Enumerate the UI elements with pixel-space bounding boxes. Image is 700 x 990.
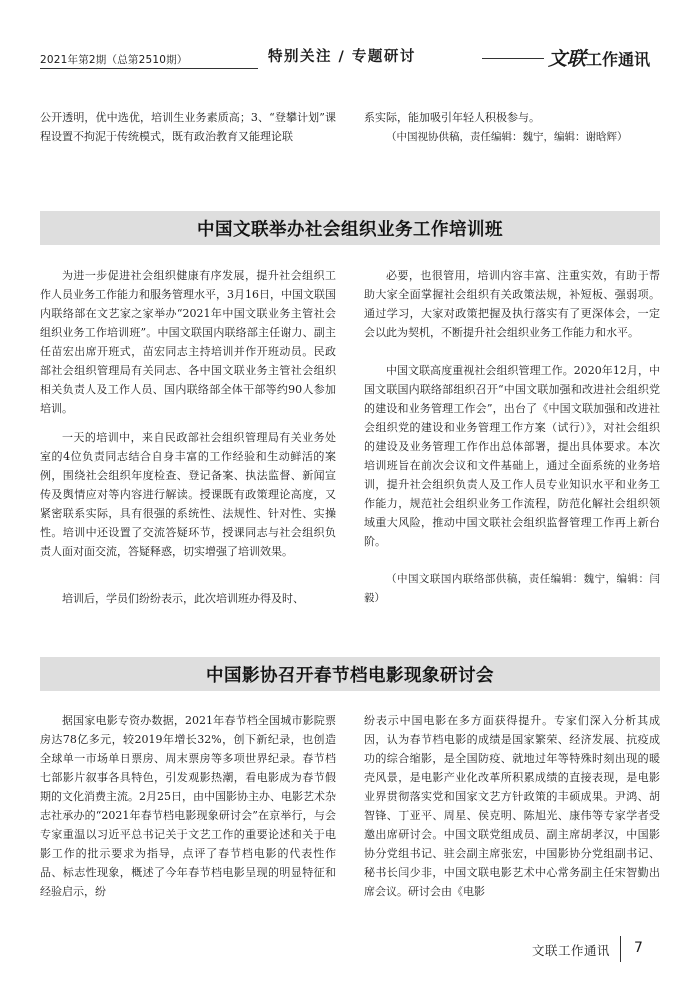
article1-title: 中国文联举办社会组织业务工作培训班 [197, 219, 503, 240]
article2-right-para: 纷表示中国电影在多方面获得提升。专家们深入分析其成因，认为春节档电影的成绩是国家繁荣、经济发展、抗疫成功的综合缩影，是全国防疫、就地过年等特殊时刻出现的暖壳风景，是电影产业化改革所积累成绩的直接表现，是电影业界贯彻落实党和国家文艺方针政策的丰硕成果。尹鸿、胡智锋、丁亚平、周星、侯克明、陈旭光、康伟等专家学者受邀出席研讨会。中国文联党组成员、副主席胡孝汉，中国影协分党组书记、驻会副主席张宏，中国影协分党组副书记、秘书长闫少非，中国文联电影艺术中心常务副主任宋智勤出席会议。研讨会由《电影 [364, 714, 660, 898]
article1-left-para-1: 为进一步促进社会组织健康有序发展，提升社会组织工作人员业务工作能力和服务管理水平，3月16日，中国文联国内联络部在文艺家之家举办“2021年中国文联业务主管社会组织业务工作培训班”。中国文联国内联络部主任谢力、副主任苗宏出席开班式，苗宏同志主持培训并作开班动员。民政部社会组织管理局有关同志、各中国文联业务主管社会组织相关负责人及工作人员、国内联络部全体干部等约90人参加培训。 [40, 269, 336, 415]
top-credit: （中国视协供稿，责任编辑：魏宁，编辑：谢晗辉） [386, 131, 628, 143]
footer-publication-name: 文联工作通讯 [532, 943, 611, 958]
section-label: 特别关注 / 专题研讨 [268, 49, 416, 65]
article2-left-para: 据国家电影专资办数据，2021年春节档全国城市影院票房达78亿多元，较2019年增长32%，创下新纪录，也创造全球单一市场单日票房、周末票房等多项世界纪录。春节档七部影片叙事各具特色，引发观影热潮，看电影成为春节假期的文化消费主流。2月25日，由中国影协主办、电影艺术杂志社承办的“2021年春节档电影现象研讨会”在京举行，与会专家重温以习近平总书记关于文艺工作的重要论述和关于电影工作的批示要求为指导，点评了春节档电影的代表性作品、标志性现象，概述了今年春节档电影呈现的明显特征和经验启示，纷 [40, 714, 336, 898]
article1-right-para-2: 中国文联高度重视社会组织管理工作。2020年12月，中国文联国内联络部组织召开“中国文联加强和改进社会组织党的建设和业务管理工作会”，出台了《中国文联加强和改进社会组织党的建设和业务管理工作方案（试行）》，对社会组织的建设及业务管理工作作出总体部署，提出具体要求。本次培训班旨在前次会议和文件基础上，通过全面系统的业务培训，提升社会组织负责人及工作人员专业知识水平和业务工作能力，规范社会组织业务工作流程，防范化解社会组织领域重大风险，推动中国文联社会组织监督管理工作再上新台阶。 [364, 364, 660, 548]
article1-left-para-3: 培训后，学员们纷纷表示，此次培训班办得及时、 [62, 592, 304, 605]
article2-title-banner [40, 657, 660, 691]
issue-label: 2021年第2期（总第2510期） [40, 54, 188, 66]
footer-divider [620, 936, 621, 962]
publication-logo [548, 44, 650, 71]
brand-mark: 文联 [548, 48, 587, 70]
article1-right-para-1: 必要，也很管用，培训内容丰富、注重实效，有助于帮助大家全面掌握社会组织有关政策法规，补短板、强弱项。通过学习，大家对政策把握及执行落实有了更深体会，一定会以此为契机，不断提升社会组织业务工作能力和水平。 [364, 269, 660, 339]
header-rule-right [482, 58, 544, 59]
article1-credit: （中国文联国内联络部供稿，责任编辑：魏宁，编辑：闫毅） [364, 573, 660, 604]
article1-title-banner [40, 211, 660, 245]
page-number: 7 [634, 940, 643, 956]
publication-title: 工作通讯 [586, 50, 651, 69]
article1-left-para-2: 一天的培训中，来自民政部社会组织管理局有关业务处室的4位负责同志结合自身丰富的工作经验和生动鲜活的案例，围绕社会组织年度检查、登记备案、执法监督、新闻宣传及舆情应对等内容进行解读。授课既有政策理论高度，又紧密联系实际，具有很强的系统性、法规性、针对性、实操性。培训中还设置了交流答疑环节，授课同志与社会组织负责人面对面交流，答疑释惑，切实增强了培训效果。 [40, 431, 336, 558]
header-rule-left [40, 68, 258, 69]
top-right-text: 系实际，能加吸引年轻人积极参与。 [364, 111, 540, 124]
top-left-text: 公开透明，优中选优，培训生业务素质高；3、“登攀计划”课程设置不拘泥于传统模式，既有政治教育又能理论联 [40, 111, 336, 143]
article2-title: 中国影协召开春节档电影现象研讨会 [206, 665, 494, 686]
